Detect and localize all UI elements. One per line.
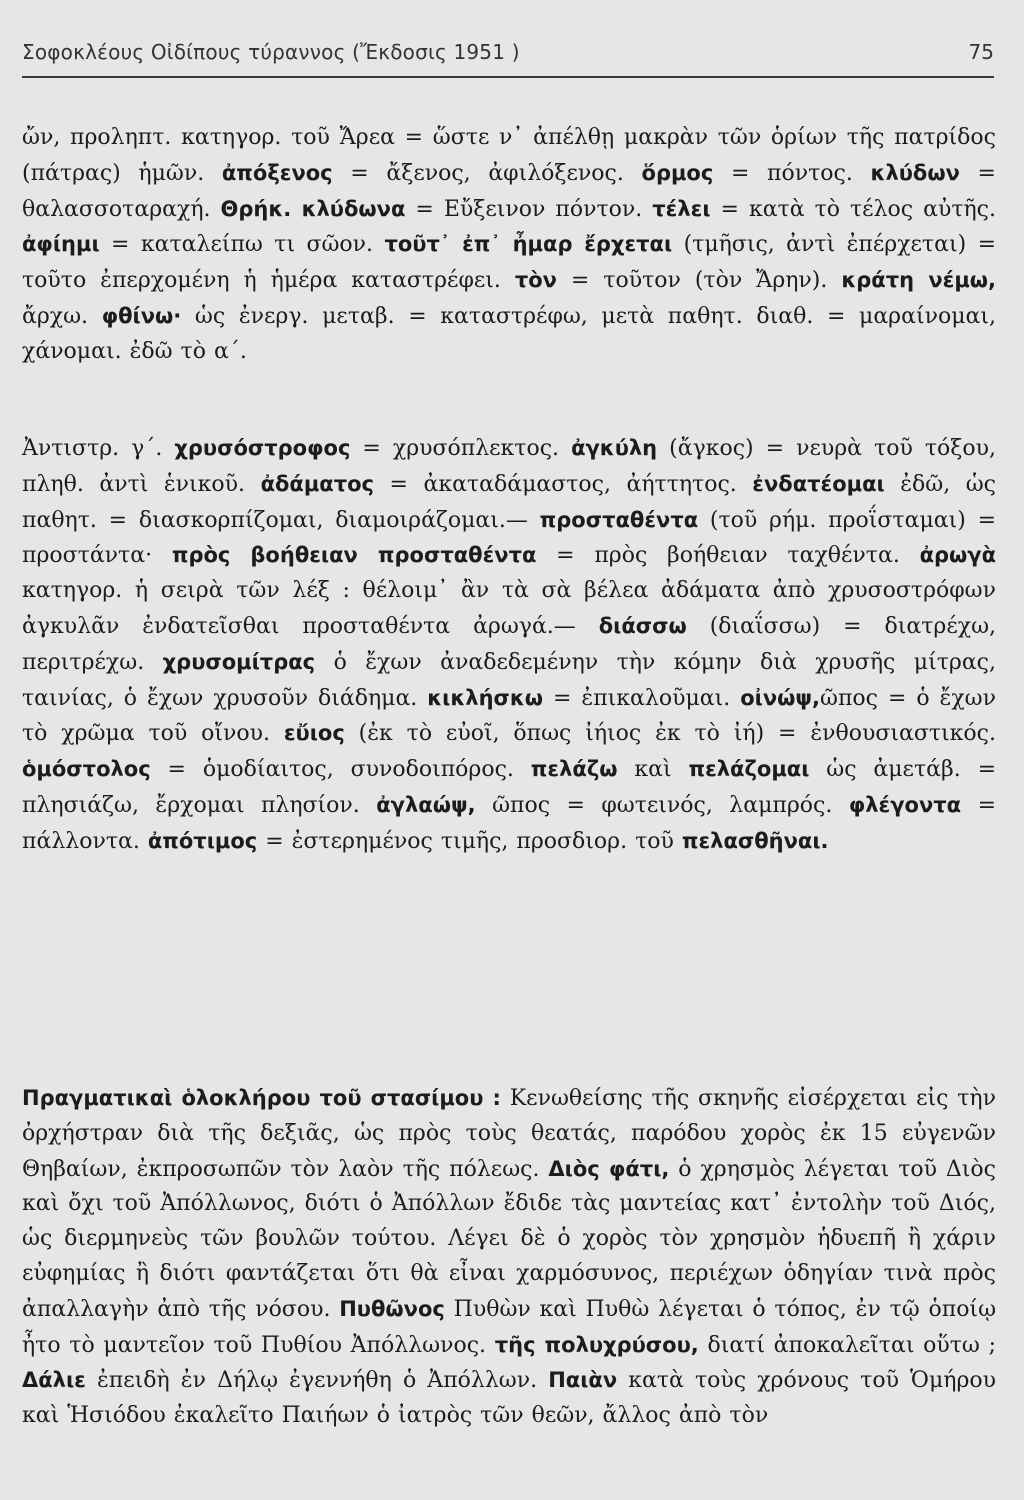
running-header <box>22 40 994 76</box>
commentary-paragraph-1: ὤν, προληπτ. κατηγορ. τοῦ Ἄρεα = ὥστε ν᾽ ἀπέλθῃ μακρὰν τῶν ὁρίων τῆς πατρίδος (πάτρας) ἡμῶν. ἀπόξενος = ἄξενος, ἀφιλόξενος. ὅρμος = πόντος. κλύδων = θαλασσοταραχή. Θρήκ. κλύδωνα = Εὔξεινον πόντον. τέλει = κατὰ τὸ τέλος αὐτῆς. ἀφίημι = καταλείπω τι σῶον. τοῦτ᾽ ἐπ᾽ ἦμαρ ἔρχεται (τμῆσις, ἀντὶ ἐπέρχεται) = τοῦτο ἐπερχομένη ἡ ἡμέρα καταστρέφει. τὸν = τοῦτον (τὸν Ἄρην). κράτη νέμω, ἄρχω. φθίνω· ὡς ἐνεργ. μεταβ. = καταστρέφω, μετὰ παθητ. διαθ. = μαραίνομαι, χάνομαι. ἐδῶ τὸ α΄. <box>22 125 997 364</box>
page-number: 75 <box>968 40 994 64</box>
commentary-paragraph-antistrophe: Ἀντιστρ. γ΄. χρυσόστροφος = χρυσόπλεκτος. ἀγκύλη (ἄγκος) = νευρὰ τοῦ τόξου, πληθ. ἀντὶ ἑνικοῦ. ἀδάματος = ἀκαταδάμαστος, ἀήττητος. ἐνδατέομαι ἐδῶ, ὡς παθητ. = διασκορπίζομαι, διαμοιράζομαι.— προσταθέντα (τοῦ ρήμ. προΐσταμαι) = προστάντα· πρὸς βοήθειαν προσταθέντα = πρὸς βοήθειαν ταχθέντα. ἀρωγὰ κατηγορ. ἡ σειρὰ τῶν λέξ : θέλοιμ᾽ ἂν τὰ σὰ βέλεα ἀδάματα ἀπὸ χρυσοστρόφων ἀγκυλᾶν ἐνδατεῖσθαι προσταθέντα ἀρωγά.— διάσσω (διαΐσσω) = διατρέχω, περιτρέχω. χρυσομίτρας ὁ ἔχων ἀναδεδεμένην τὴν κόμην διὰ χρυσῆς μίτρας, ταινίας, ὁ ἔχων χρυσοῦν διάδημα. κικλήσκω = ἐπικαλοῦμαι. οἰνώψ,ῶπος = ὁ ἔχων τὸ χρῶμα τοῦ οἴνου. εὔιος (ἐκ τὸ εὐοῖ, ὅπως ἰήιος ἐκ τὸ ἰή) = ἐνθουσιαστικός. ὁμόστολος = ὁμοδίαιτος, συνοδοιπόρος. πελάζω καὶ πελάζομαι ὡς ἀμετάβ. = πλησιάζω, ἔρχομαι πλησίον. ἀγλαώψ, ῶπος = φωτεινός, λαμπρός. φλέγοντα = πάλλοντα. ἀπότιμος = ἐστερημένος τιμῆς, προσδιορ. τοῦ πελασθῆναι. <box>22 436 997 854</box>
running-title: Σοφοκλέους Οἰδίπους τύραννος (Ἔκδοσις 1951 ) <box>22 40 520 64</box>
header-rule <box>22 76 994 78</box>
commentary-paragraph-realia: Πραγματικαὶ ὁλοκλήρου τοῦ στασίμου : Κενωθείσης τῆς σκηνῆς εἰσέρχεται εἰς τὴν ὀρχήστραν διὰ τῆς δεξιᾶς, ὡς πρὸς τοὺς θεατάς, παρόδου χορὸς ἐκ 15 εὐγενῶν Θηβαίων, ἐκπροσωπῶν τὸν λαὸν τῆς πόλεως. Διὸς φάτι, ὁ χρησμὸς λέγεται τοῦ Διὸς καὶ ὄχι τοῦ Ἀπόλλωνος, διότι ὁ Ἀπόλλων ἔδιδε τὰς μαντείας κατ᾽ ἐντολὴν τοῦ Διός, ὡς διερμηνεὺς τῶν βουλῶν τούτου. Λέγει δὲ ὁ χορὸς τὸν χρησμὸν ἡδυεπῆ ἢ χάριν εὐφημίας ἢ διότι φαντάζεται ὅτι θὰ εἶναι χαρμόσυνος, περιέχων ὁδηγίαν τινὰ πρὸς ἀπαλλαγὴν ἀπὸ τῆς νόσου. Πυθῶνος Πυθὼν καὶ Πυθὼ λέγεται ὁ τόπος, ἐν τῷ ὁποίῳ ἦτο τὸ μαντεῖον τοῦ Πυθίου Ἀπόλλωνος. τῆς πολυχρύσου, διατί ἀποκαλεῖται οὕτω ; Δάλιε ἐπειδὴ ἐν Δήλῳ ἐγεννήθη ὁ Ἀπόλλων. Παιὰν κατὰ τοὺς χρόνους τοῦ Ὁμήρου καὶ Ἡσιόδου ἐκαλεῖτο Παιήων ὁ ἰατρὸς τῶν θεῶν, ἄλλος ἀπὸ τὸν <box>22 1086 997 1429</box>
